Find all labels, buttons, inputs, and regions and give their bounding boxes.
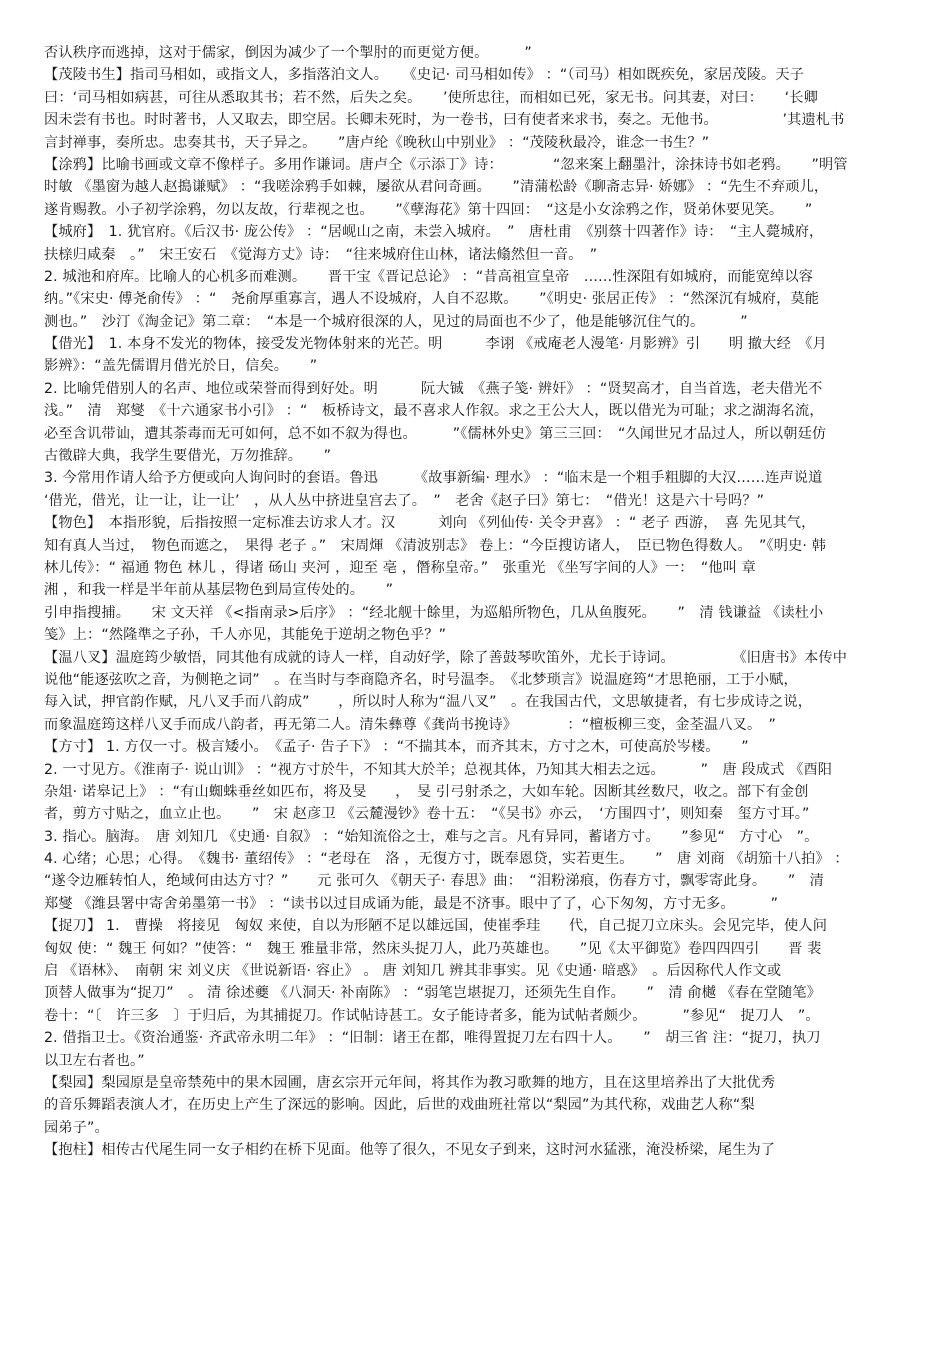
text-line: 2. 一寸见方。《淮南子· 说山训》 ：“视方寸於牛，不知其大於羊；总视其体，乃知其大相去之远。 ” 唐 段成式 《酉阳 [44,761,833,778]
text-line: 【涂鸦】比喻书画或文章不像样子。多用作谦词。唐卢仝《示添丁》诗： “忽来案上翻墨汁，涂抹诗书如老鸦。 ”明管 [44,156,848,173]
text-line: 浅。” 清 郑燮 《十六通家书小引》 ：“ 板桥诗文，最不喜求人作叙。求之王公大人，既以借光为可耻；求之湖海名流， [44,403,824,420]
text-line: 【捉刀】 1. 曹操 将接见 匈奴 来使，自以为形陋不足以雄远国，使崔季珪 代，自己捉刀立床头。会见完毕，使人问 [44,918,828,935]
text-line [44,1184,910,1206]
text-line [44,1229,910,1251]
text-line: ‘借光，借光，让一让，让一让’ ，从人丛中挤进皇宫去了。 ” 老舍《赵子曰》第七： “借光！这是六十号吗？” [44,492,765,509]
text-line: 测也。” 沙汀《淘金记》第二章： “本是一个城府很深的人，见过的局面也不少了，他是能够沉住气的。 ” [44,313,748,330]
text-line: 3. 今常用作请人给予方便或向人询问时的套语。鲁迅 《故事新编· 理水》 ：“临末是一个粗手粗脚的大汉……连声说道 [44,470,823,487]
text-line: 说他“能逐弦吹之音，为侧艳之词” 。在当时与李商隐齐名，时号温李。 《北梦琐言》说温庭筠“才思艳丽，工于小赋， [44,671,798,688]
text-line: 2. 比喻凭借别人的名声、地位或荣誉而得到好处。明 阮大铖 《燕子笺· 辨奸》 ：“贤契高才，自当首选，老夫借光不 [44,380,823,397]
text-line: 【城府】 1. 犹官府。《后汉书· 庞公传》 ：“居岘山之南，未尝入城府。 ” 唐杜甫 《别蔡十四著作》诗： “主人薨城府， [44,224,824,241]
text-line: 郑燮 《潍县署中寄舍弟墨第一书》 ：“读书以过目成诵为能，最是不济事。眼中了了，心下匆匆，方寸无多。 ” [44,895,779,912]
text-line: 因未尝有书也。时时著书，人又取去，即空居。长卿未死时，为一卷书，曰有使者来求书，奏之。无他书。 ’其遗札书 [44,112,845,129]
text-line [44,1206,910,1228]
text-line: 园弟子”。 [44,1119,109,1136]
text-line: 引申指搜捕。 宋 文天祥 《<指南录>后序》 ：“经北舰十餘里，为巡船所物色，几从鱼腹死。 ” 清 钱谦益 《读杜小 [44,604,824,621]
text-line [44,1296,910,1318]
text-line: 3. 指心。脑海。 唐 刘知几 《史通· 自叙》 ：“始知流俗之士，难与之言。凡有异同，蓄诸方寸。 ”参见“ 方寸心 ”。 [44,828,819,845]
text-line: 湘 ，和我一样是半年前从基层物色到局宣传处的。 ” [44,582,394,599]
text-line: 言封禅事，奏所忠。忠奏其书，天子异之。 ”唐卢纶《晚秋山中别业》 ：“茂陵秋最冷，谁念一书生？” [44,134,710,151]
text-line: 以卫左右者也。” [44,1052,145,1069]
text-line [44,1318,910,1340]
text-line: 【梨园】梨园原是皇帝禁苑中的果木园圃，唐玄宗开元年间，将其作为教习歌舞的地方，且在这里培养出了大批优秀 [44,1074,776,1091]
text-line: 而象温庭筠这样八叉手而成八韵者，再无第二人。清朱彝尊《龚尚书挽诗》 ：“檀板柳三变，金荃温八叉。 ” [44,716,777,733]
text-line: 遂肯赐教。小子初学涂鸦，勿以友故，行辈视之也。 ”《孽海花》第十四回： “这是小女涂鸦之作，贤弟休要见笑。 ” [44,201,813,218]
text-line: 杂俎· 诺皋记上》 ：“有山蜘蛛垂丝如匹布，将及旻 ， 旻 引弓射杀之，大如车轮。因断其丝数尺，收之。部下有金创 [44,783,809,800]
text-line: “遂令边雁转怕人，绝域何由达方寸？” 元 张可久 《朝天子· 春思》曲： “泪粉涕痕，伤春方寸，飘零寄此身。 ” 清 [44,873,824,890]
text-line: 2. 城池和府库。比喻人的心机多而难测。 晋干宝《晋记总论》 ：“昔高祖宣皇帝 ……性深阻有如城府，而能宽绰以容 [44,268,814,285]
text-line: 古徵辟大典，我学生要借光，万勿推辞。 ” [44,448,332,465]
text-line: 【抱柱】相传古代尾生同一女子相约在桥下见面。他等了很久，不见女子到来，这时河水猛涨，淹没桥梁，尾生为了 [44,1142,776,1159]
text-line: 匈奴 使：“ 魏王 何如？”使答：“ 魏王 雅量非常，然床头捉刀人，此乃英雄也。 ”见《太平御览》卷四四四引 晋 裴 [44,940,822,957]
text-line: 知有真人当过， 物色而遮之， 果得 老子 。” 宋周煇 《清波别志》 卷上：“今臣搜访诸人， 臣已物色得数人。 ”《明史· 韩 [44,537,827,554]
text-line: 扶榇归咸秦 。” 宋王安石 《觉海方丈》诗： “往来城府住山林，诸法翛然但一音。 ” [44,246,598,263]
text-line: 时敏 《墨窗为越人赵搗谦赋》 ：“我嗟涂鸦手如棘，屡欲从君问奇画。 ”清蒲松龄《聊斋志异· 娇娜》 ：“先生不弃顽儿， [44,179,829,196]
text-line [44,1251,910,1273]
text-line: 2. 借指卫士。《资治通鉴· 齐武帝永明二年》 ：“旧制：诸王在都，唯得置捉刀左右四十人。 ” 胡三省 注：“捉刀，执刀 [44,1030,821,1047]
text-line: 顶替人做事为“捉刀” 。 清 徐述夔 《八洞天· 补南陈》 ：“弱笔岂堪捉刀，还须先生自作。 ” 清 俞樾 《春在堂随笔》 [44,985,822,1002]
text-line: 【茂陵书生】指司马相如，或指文人，多指落泊文人。 《史记· 司马相如传》 ：“（司马）相如既疾免，家居茂陵。天子 [44,67,805,84]
text-line: 者，剪方寸贴之，血立止也。 ” 宋 赵彦卫 《云麓漫钞》卷十五： “《吴书》亦云， ‘方围四寸’，则知秦 玺方寸耳。” [44,806,810,823]
text-line: 卷十：“〔 许三多 〕于归后，为其捕捉刀。作试帖诗甚工。女子能诗者多，能为试帖者颇少。 ”参见“ 捉刀人 ”。 [44,1007,820,1024]
text-line: 【方寸】 1. 方仅一寸。极言矮小。 《孟子· 告子下》 ：“不揣其本，而齐其末，方寸之木，可使高於岑楼。 ” [44,739,749,756]
text-line: 必至含讥带讪，遭其荼毒而无可如何，总不如不叙为得也。 ”《儒林外史》第三三回： “久闻世兄才品过人，所以朝廷仿 [44,425,827,442]
text-line: 纳。”《宋史· 傅尧俞传》 ：“ 尧俞厚重寡言，遇人不设城府，人自不忍欺。 ”《明史· 张居正传》 ：“然深沉有城府，莫能 [44,291,820,308]
text-line [44,1162,910,1184]
text-line: 影辨》：“盖先儒谓月借光於日，信矣。 ” [44,358,318,375]
text-line: 【借光】 1. 本身不发光的物体，接受发光物体射来的光芒。明 李诩 《戒庵老人漫笔· 月影辨》引 明 撤大经 《月 [44,336,827,353]
text-line: 笺》上：“然隆準之子孙，千人亦见，其能免于逆胡之物色乎？” [44,627,447,644]
text-line [44,1273,910,1295]
text-line: 4. 心绪；心思；心得。 《魏书· 董绍传》 ：“老母在 洛 ，无復方寸，既奉恩贷，实若更生。 ” 唐 刘商 《胡笳十八拍》 ： [44,851,849,868]
text-line: 否认秩序而逃掉，这对于儒家，倒因为减少了一个掣肘的而更觉方便。 ” [44,45,532,61]
text-line: 的音乐舞蹈表演人才，在历史上产生了深远的影响。因此，后世的戏曲班社常以“梨园”为其代称，戏曲艺人称“梨 [44,1097,755,1114]
text-line: 曰：‘司马相如病甚，可往从悉取其书；若不然，后失之矣。 ’使所忠往，而相如已死，家无书。问其妻，对曰： ‘长卿 [44,89,819,106]
text-line: 【温八叉】温庭筠少敏悟，同其他有成就的诗人一样，自动好学，除了善鼓琴吹笛外，尤长于诗词。 《旧唐书》本传中 [44,649,848,666]
text-line: 启 《语林》、 南朝 宋 刘义庆 《世说新语· 容止》 。 唐 刘知几 辨其非事实。见《史通· 暗惑》 。后因称代人作文或 [44,963,782,980]
text-line: 每入试，押官韵作赋，凡八叉手而八韵成” ，所以时人称为“温八叉” 。在我国古代，文思敏捷者，有七步成诗之说， [44,694,813,711]
text-line: 【物色】 本指形貌，后指按照一定标准去访求人才。汉 刘向 《列仙传· 关令尹喜》 ：“ 老子 西游， 喜 先见其气， [44,515,816,532]
text-line: 林儿传》：“ 福通 物色 林儿 ，得诸 砀山 夹河 ，迎至 亳 ，僭称皇帝。” 张重光 《坐写字间的人》一： “他叫 章 [44,559,756,576]
